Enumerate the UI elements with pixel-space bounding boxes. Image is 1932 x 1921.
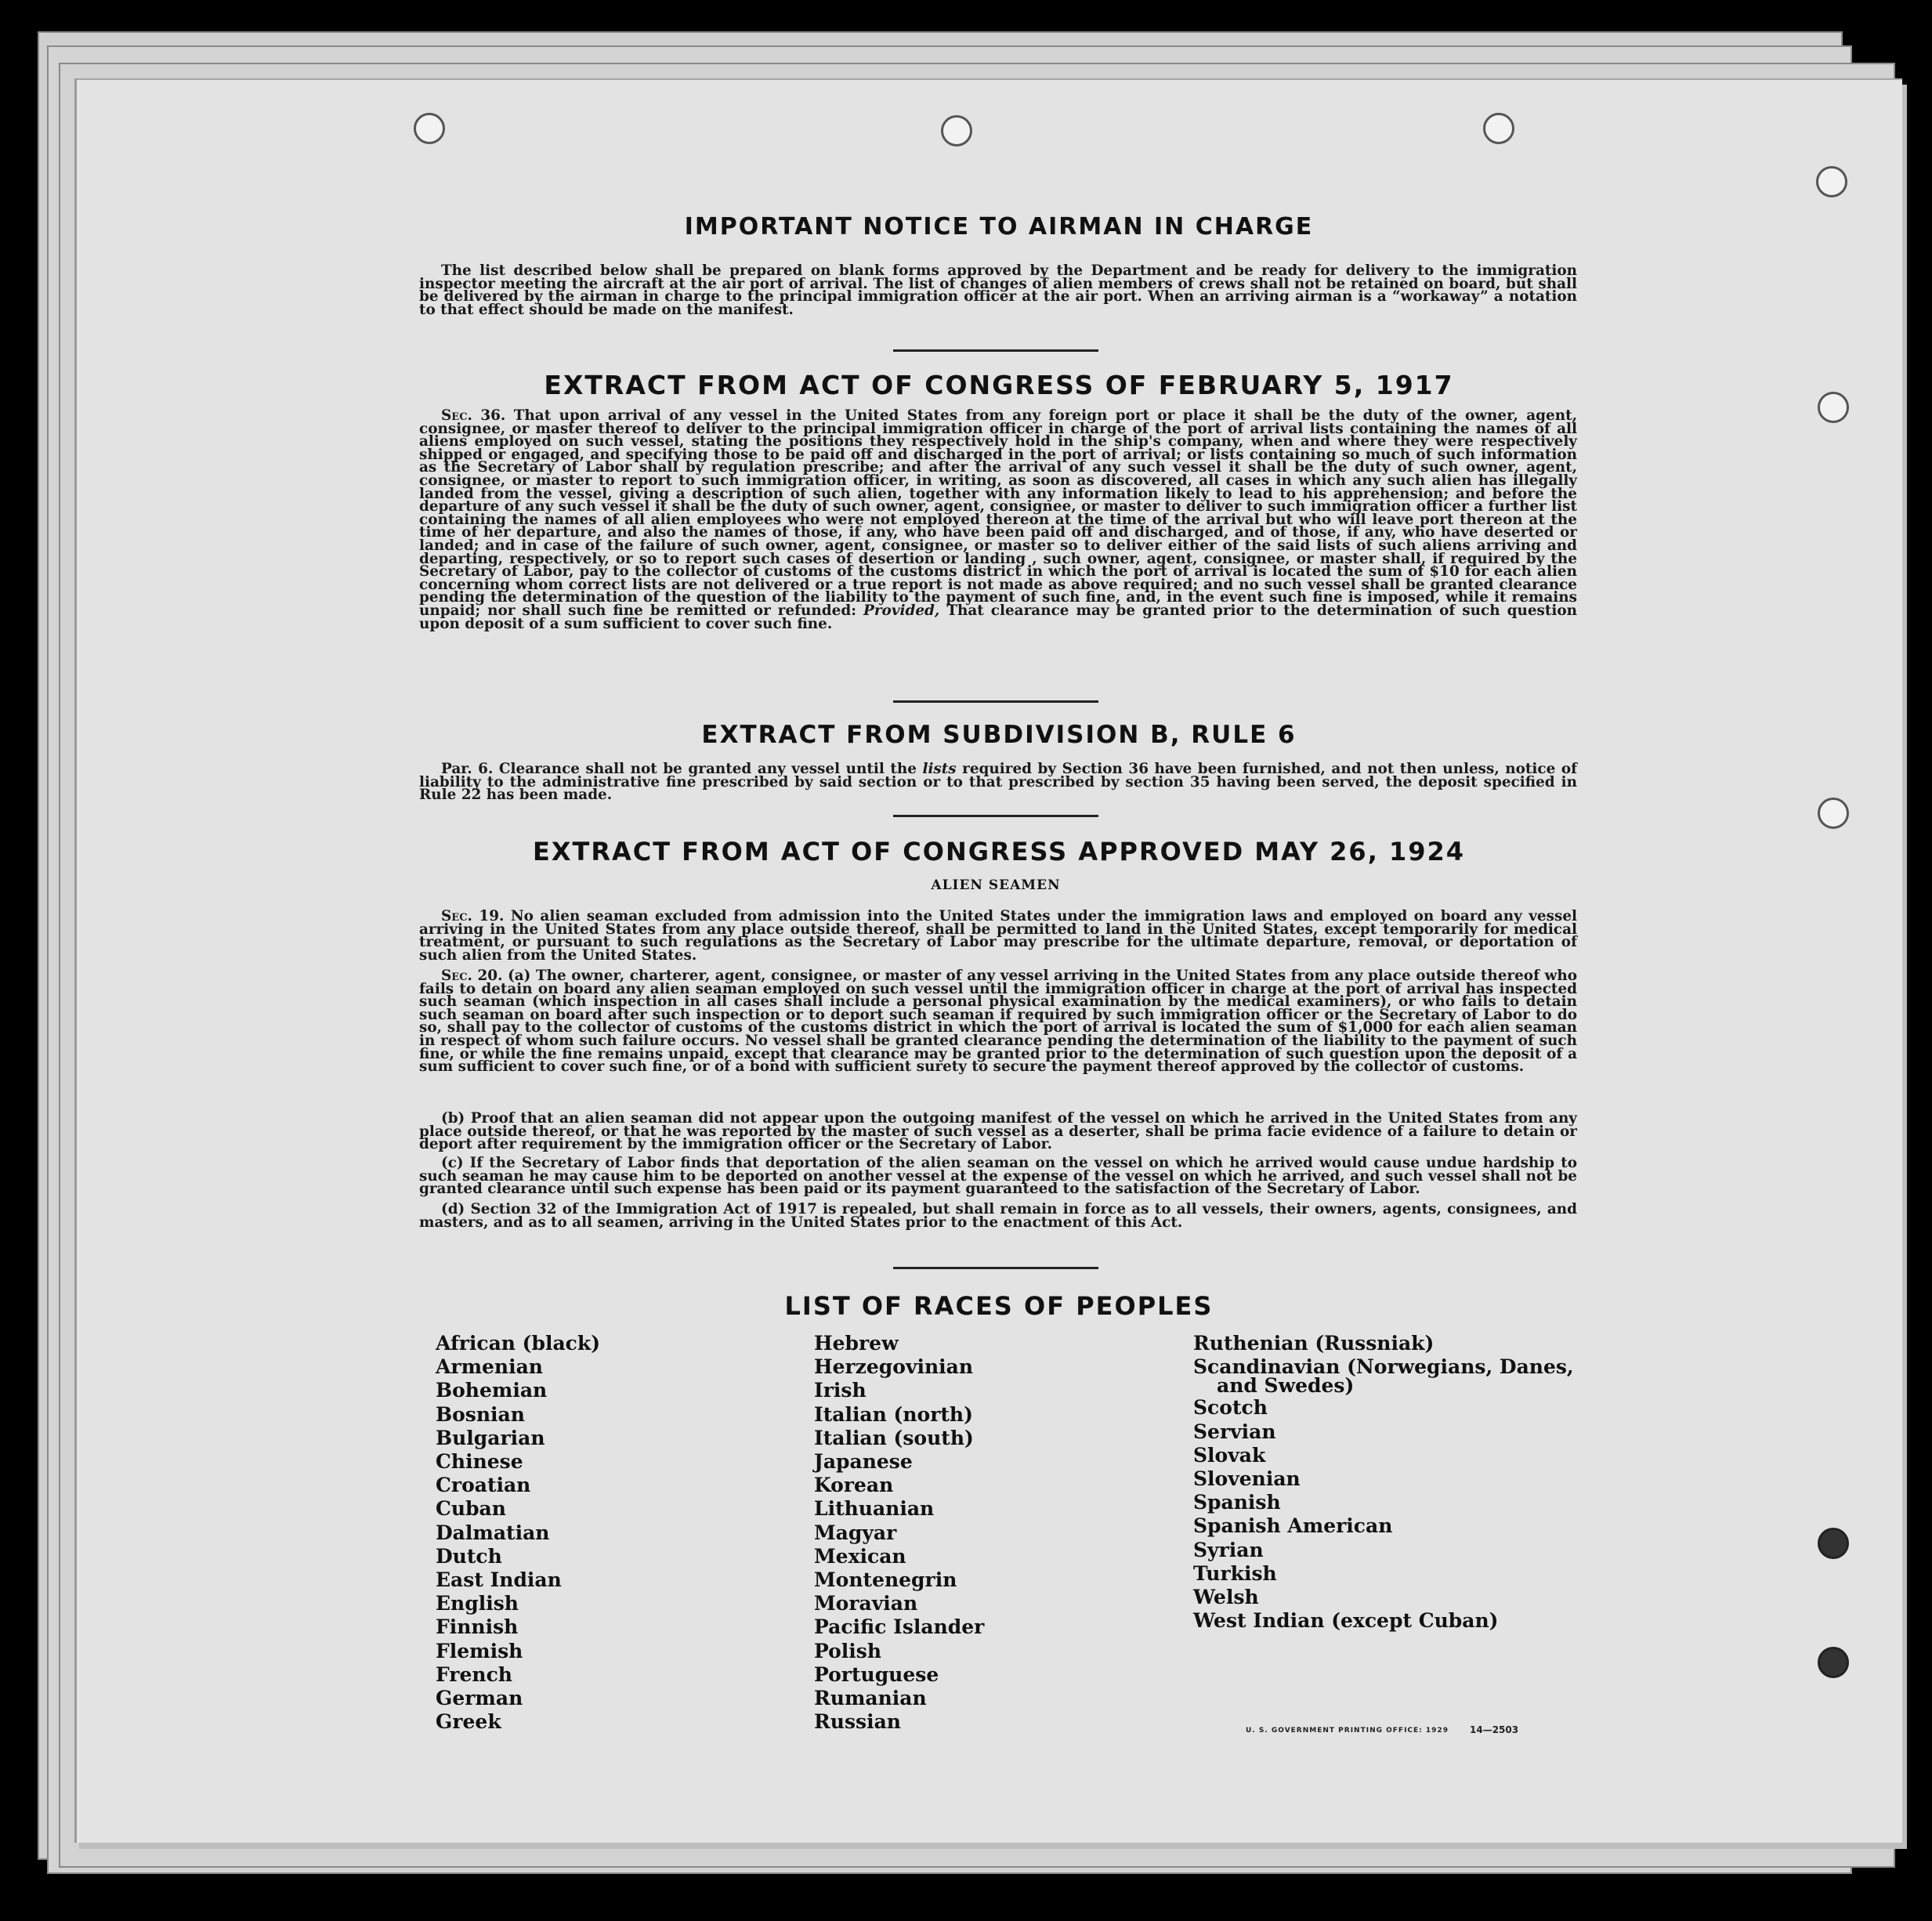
race-item: Dutch (436, 1544, 502, 1568)
form-number: 14—2503 (1470, 1724, 1519, 1735)
punch-hole-icon (1818, 798, 1849, 829)
section-divider (893, 349, 1098, 352)
race-item: Moravian (814, 1592, 918, 1615)
race-item: Croatian (436, 1474, 531, 1497)
race-item: Bulgarian (436, 1426, 545, 1449)
punch-hole-icon (1818, 1647, 1849, 1678)
race-item: Korean (814, 1474, 894, 1497)
race-item: West Indian (except Cuban) (1193, 1609, 1499, 1633)
punch-hole-icon (941, 115, 972, 147)
section-text: (a) The owner, charterer, agent, consignee, or master of any vessel arriving in the United States from any place outside thereof who fails to detain on board any alien seaman employed on such vessel until the immigration officer in charge at the port of arrival has inspected such seaman (which inspection in all cases shall include a personal physical examination by the medical examiners), or who fails to detain such seaman on board after such inspection or to deport such seaman if required by such immigration officer or the Secretary of Labor to do so, shall pay to the collector of customs of the customs district in which the port of arrival is located the sum of $1,000 for each alien seaman in respect of whom such failure occurs. No vessel shall be granted clearance pending the determination of the liability to the payment of such fine, or while the fine remains unpaid, except that clearance may be granted prior to the determination of such question upon the deposit of a sum sufficient to cover such fine, or of a bond with sufficient surety to secure the payment thereof approved by the collector of customs. (419, 968, 1577, 1076)
race-item: Bohemian (436, 1379, 548, 1402)
race-item: Servian (1193, 1420, 1276, 1443)
race-item: Mexican (814, 1544, 906, 1568)
race-item: Ruthenian (Russniak) (1193, 1332, 1435, 1355)
race-item: Irish (814, 1379, 867, 1402)
race-item: Rumanian (814, 1687, 927, 1710)
section-divider (893, 700, 1098, 703)
act-1917-heading: EXTRACT FROM ACT OF CONGRESS OF FEBRUARY 5, 1917 (544, 370, 1454, 400)
race-item: Turkish (1193, 1561, 1277, 1585)
section-label: Sec. 19. (441, 908, 505, 924)
subdivision-emphasis: lists (922, 761, 957, 777)
notice-paragraph: The list described below shall be prepared on blank forms approved by the Department and be ready for delivery to the immigration inspector meeting the aircraft at the air port of arrival. The list of changes of alien members of crews shall not be retained on board, but shall be delivered by the airman in charge to the principal immigration officer at the air port. When an arriving airman is a “workaway” a notation to that effect should be made on the manifest. (419, 262, 1577, 318)
section-text: That upon arrival of any vessel in the United States from any foreign port or place it shall be the duty of the owner, agent, consignee, or master thereof to deliver to the principal immigration officer in charge of the port of arrival lists containing the names of all aliens employed on such vessel, stating the positions they respectively hold in the ship's company, when and where they were respectively shipped or engaged, and specifying those to be paid off and discharged in the port of arrival; or lists containing so much of such information as the Secretary of Labor shall by regulation prescribe; and after the arrival of any such vessel it shall be the duty of such owner, agent, consignee, or master to report to such immigration officer, in writing, as soon as discovered, all cases in which any such alien has illegally landed from the vessel, giving a description of such alien, together with any information likely to lead to his apprehension; and before the departure of any such vessel it shall be the duty of such owner, agent, consignee, or master to deliver to such immigration officer a further list containing the names of all alien employees who were not employed thereon at the time of the arrival but who will leave port thereon at the time of her departure, and also the names of those, if any, who have been paid off and discharged, and of those, if any, who have deserted or landed; and in case of the failure of such owner, agent, consignee, or master so to deliver either of the said lists of such aliens arriving and departing, respectively, or so to report such cases of desertion or landing , such owner, agent, consignee, or master shall, if required by the Secretary of Labor, pay to the collector of customs of the customs district in which the port of arrival is located the sum of $10 for each alien concerning whom correct lists are not delivered or a true report is not made as above required; and no such vessel shall be granted clearance pending the determination of the question of the liability to the payment of such fine, and, in the event such fine is imposed, while it remains unpaid; nor shall such fine be remitted or refunded: (419, 407, 1578, 619)
race-item: Polish (814, 1639, 882, 1662)
alien-seamen-subheading: ALIEN SEAMEN (931, 877, 1061, 893)
races-column-2 (814, 1332, 984, 1734)
race-item: Hebrew (814, 1332, 899, 1355)
race-item: Syrian (1193, 1538, 1264, 1561)
race-item: Italian (south) (814, 1426, 974, 1449)
subdivision-text: Par. 6. Clearance shall not be granted any vessel until the (441, 761, 917, 777)
race-item: French (436, 1662, 512, 1686)
act-1917-section-36 (419, 407, 1578, 632)
race-item: Spanish American (1193, 1514, 1393, 1538)
punch-hole-icon (1818, 392, 1849, 423)
race-item: Dalmatian (436, 1521, 550, 1544)
section-label: Sec. 20. (441, 968, 503, 984)
section-divider (893, 1267, 1098, 1269)
race-item: Herzegovinian (814, 1355, 974, 1379)
act-1924-section-20a (419, 970, 1577, 1074)
race-item: Flemish (436, 1639, 523, 1662)
race-item: Armenian (436, 1355, 543, 1379)
section-label: Sec. 36. (441, 407, 506, 424)
act-1924-section-20c: (c) If the Secretary of Labor finds that deportation of the alien seaman on the vessel on which he arrived would cause undue hardship to such seaman he may cause him to be deported on another vessel at the expense of the vessel on which he arrived, and such vessel shall not be granted clearance until such expense has been paid or its payment guaranteed to the satisfaction of the Secretary of Labor. (419, 1155, 1577, 1198)
race-item: Pacific Islander (814, 1615, 985, 1639)
race-item: English (436, 1592, 519, 1615)
race-item: Magyar (814, 1521, 897, 1544)
race-item: Montenegrin (814, 1568, 957, 1592)
race-item: Greek (436, 1710, 501, 1734)
race-item: East Indian (436, 1568, 562, 1592)
races-column-1 (436, 1332, 600, 1734)
punch-hole-icon (1816, 166, 1847, 197)
proviso-text: That clearance may be granted prior to the determination of such question upon deposit of a sum sufficient to cover such fine. (419, 602, 1578, 632)
printer-imprint: U. S. GOVERNMENT PRINTING OFFICE: 1929 (1246, 1727, 1449, 1735)
race-item: Slovenian (1193, 1467, 1301, 1491)
race-item-continuation: and Swedes) (1217, 1374, 1355, 1398)
race-item: Lithuanian (814, 1497, 935, 1521)
race-item: Portuguese (814, 1662, 939, 1686)
race-item: Spanish (1193, 1491, 1281, 1514)
subdivision-text: required by Section 36 have been furnished, and not then unless, notice of liability to the administrative fine prescribed by said section or to that prescribed by section 35 having been served, the deposit specified in Rule 22 has been made. (419, 761, 1577, 804)
race-item: Italian (north) (814, 1402, 973, 1426)
races-column-3 (1193, 1332, 1574, 1633)
race-item: Welsh (1193, 1586, 1259, 1609)
race-item: African (black) (436, 1332, 601, 1355)
punch-hole-icon (1483, 113, 1514, 144)
race-item: Chinese (436, 1450, 523, 1474)
race-item: Japanese (814, 1450, 913, 1474)
race-item: Cuban (436, 1497, 506, 1521)
act-1924-section-20b: (b) Proof that an alien seaman did not appear upon the outgoing manifest of the vessel on which he arrived in the United States from any place outside thereof, or that he was reported by the master of such vessel as a deserter, shall be prima facie evidence of a failure to detain or deport after requirement by the immigration officer or the Secretary of Labor. (419, 1110, 1577, 1153)
race-item: Finnish (436, 1615, 519, 1639)
race-item: Scandinavian (Norwegians, Danes, (1193, 1355, 1574, 1379)
notice-heading: IMPORTANT NOTICE TO AIRMAN IN CHARGE (684, 213, 1314, 241)
punch-hole-icon (414, 113, 445, 144)
act-1924-section-20d: (d) Section 32 of the Immigration Act of 1917 is repealed, but shall remain in force as to all vessels, their owners, agents, consignees, and masters, and as to all seamen, arriving in the United States prior to the enactment of this Act. (419, 1201, 1577, 1231)
race-item: Bosnian (436, 1402, 525, 1426)
section-divider (893, 815, 1098, 817)
races-heading: LIST OF RACES OF PEOPLES (784, 1291, 1214, 1321)
section-text: No alien seaman excluded from admission into the United States under the immigration laws and employed on board any vessel arriving in the United States from any place outside thereof, shall be permitted to land in the United States, except temporarily for medical treatment, or pursuant to such regulations as the Secretary of Labor may prescribe for the ultimate departure, removal, or deportation of such alien from the United States. (419, 908, 1578, 964)
race-item: German (436, 1687, 523, 1710)
act-1924-section-19 (419, 910, 1577, 962)
act-1924-heading: EXTRACT FROM ACT OF CONGRESS APPROVED MAY 26, 1924 (532, 837, 1466, 866)
proviso-label: Provided, (863, 602, 940, 619)
race-item: Russian (814, 1710, 901, 1734)
subdivision-paragraph (419, 763, 1577, 802)
punch-hole-icon (1818, 1528, 1849, 1559)
race-item: Scotch (1193, 1396, 1268, 1420)
race-item: Slovak (1193, 1443, 1266, 1467)
subdivision-heading: EXTRACT FROM SUBDIVISION B, RULE 6 (701, 721, 1297, 749)
